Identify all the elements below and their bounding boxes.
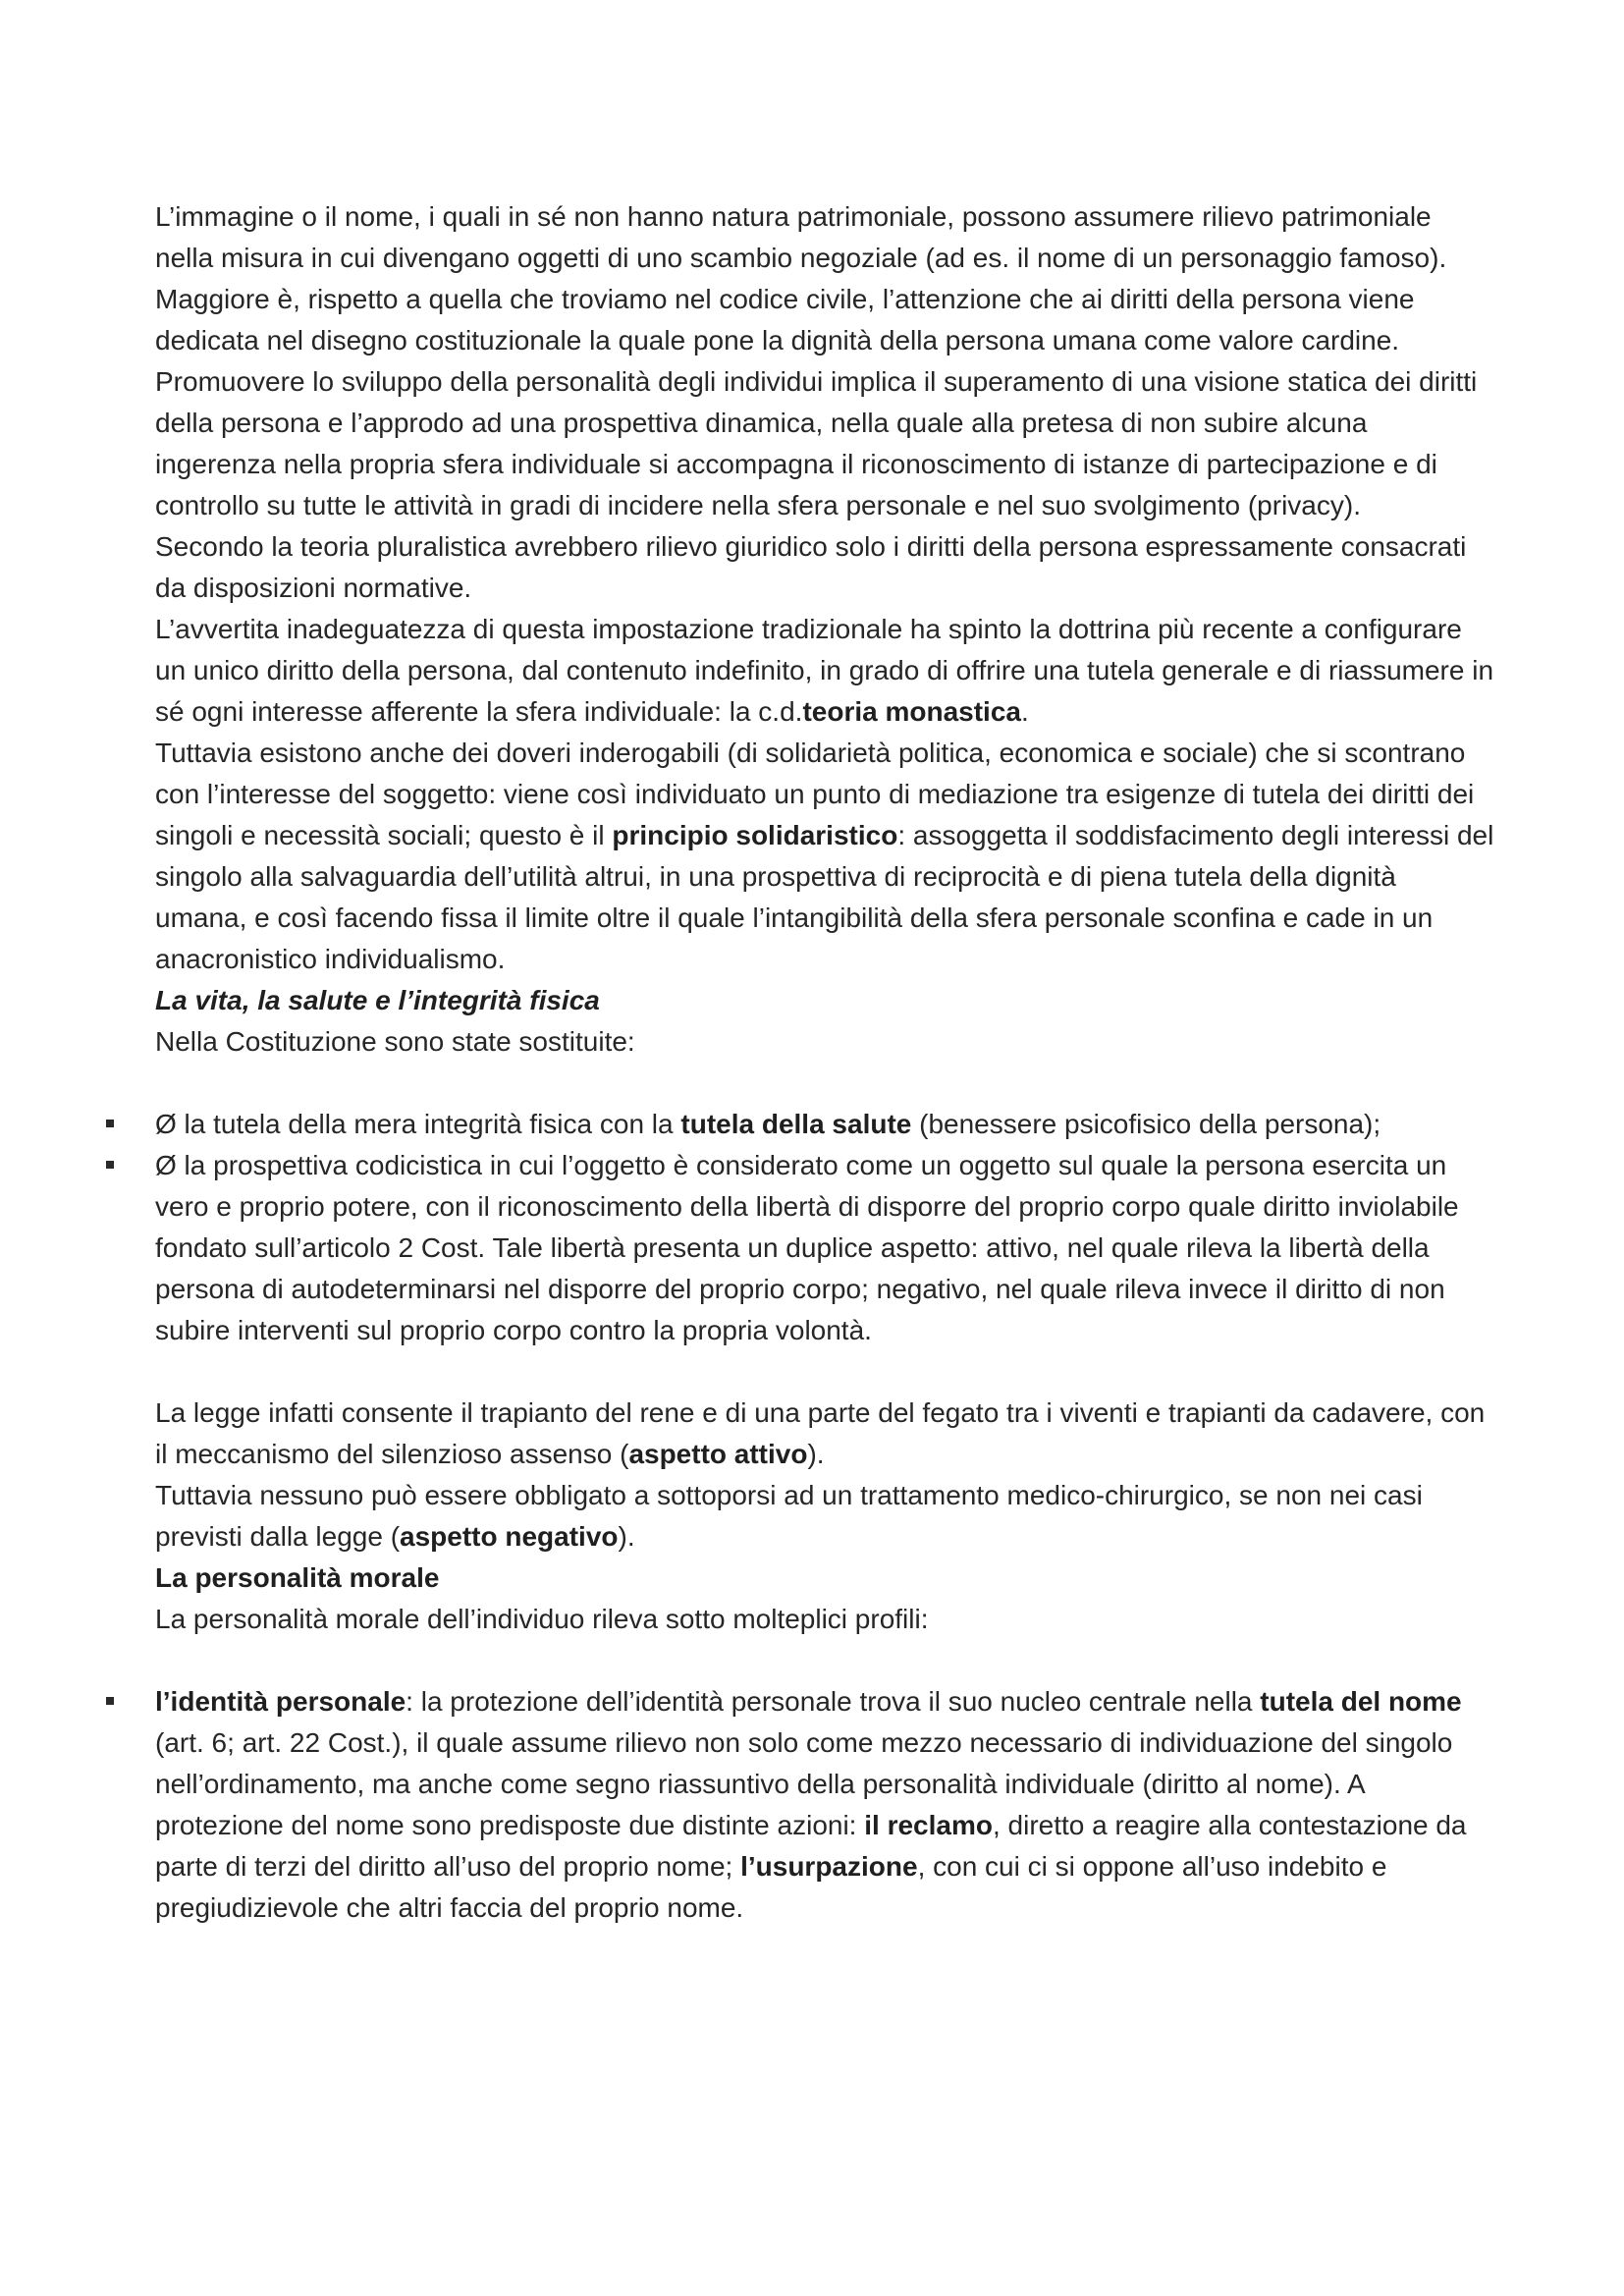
paragraph-moral-profiles: [155, 1599, 1495, 1640]
list-item-text: (art. 6; art. 22 Cost.), il quale assume rilievo non solo come mezzo necessario di individuazione del singolo nell’ordinamento, ma anche come segno riassuntivo della personalità individuale (diritto al nome). A protezione del nome sono predisposte due distinte azioni:: [155, 1727, 1453, 1840]
paragraph-monastic-theory: [155, 609, 1495, 733]
bold-term: aspetto negativo: [400, 1521, 619, 1552]
paragraph-text: ).: [618, 1521, 635, 1552]
list-item-text: Ø la prospettiva codicistica in cui l’oggetto è considerato come un oggetto sul quale la persona esercita un vero e proprio potere, con il riconoscimento della libertà di disporre del proprio corpo quale diritto inviolabile fondato sull’articolo 2 Cost. Tale libertà presenta un duplice aspetto: attivo, nel quale rileva la libertà della persona di autodeterminarsi nel disporre del proprio corpo; negativo, nel quale rileva invece il diritto di non subire interventi sul proprio corpo contro la propria volontà.: [155, 1150, 1459, 1345]
paragraph-personality-development: [155, 361, 1495, 526]
paragraph-transplant: [155, 1393, 1495, 1475]
paragraph-text: Secondo la teoria pluralistica avrebbero rilievo giuridico solo i diritti della persona espressamente consacrati da disposizioni normative.: [155, 531, 1467, 603]
paragraph-image-name: [155, 196, 1495, 279]
spacer: [155, 1351, 1495, 1393]
list-item-text: : la protezione dell’identità personale trova il suo nucleo centrale nella: [406, 1686, 1261, 1717]
bullet-list-replacements: [155, 1104, 1495, 1351]
heading-moral-personality: La personalità morale: [155, 1562, 440, 1593]
list-item-text: (benessere psicofisico della persona);: [911, 1109, 1381, 1139]
bold-term: tutela del nome: [1260, 1686, 1462, 1717]
paragraph-text: La legge infatti consente il trapianto del rene e di una parte del fegato tra i viventi e trapianti da cadavere, con il meccanismo del silenzioso assenso (: [155, 1397, 1486, 1469]
list-item: [155, 1104, 1495, 1145]
list-item: [155, 1145, 1495, 1351]
paragraph-medical-treatment: [155, 1475, 1495, 1558]
paragraph-text: Maggiore è, rispetto a quella che troviamo nel codice civile, l’attenzione che ai diritti della persona viene dedicata nel disegno costituzionale la quale pone la dignità della persona umana come valore cardine.: [155, 284, 1415, 355]
spacer: [155, 1063, 1495, 1104]
paragraph-text: L’immagine o il nome, i quali in sé non hanno natura patrimoniale, possono assumere rilievo patrimoniale nella misura in cui divengano oggetti di uno scambio negoziale (ad es. il nome di un personaggio famoso).: [155, 201, 1447, 273]
paragraph-text: Tuttavia nessuno può essere obbligato a sottoporsi ad un trattamento medico-chirurgico, se non nei casi previsti dalla legge (: [155, 1480, 1423, 1552]
bold-term: l’identità personale: [155, 1686, 406, 1717]
paragraph-text: La personalità morale dell’individuo rileva sotto molteplici profili:: [155, 1604, 929, 1634]
paragraph-text: Promuovere lo sviluppo della personalità degli individui implica il superamento di una visione statica dei diritti della persona e l’approdo ad una prospettiva dinamica, nella quale alla pretesa di non subire alcuna ingerenza nella propria sfera individuale si accompagna il riconoscimento di istanze di partecipazione e di controllo su tutte le attività in gradi di incidere nella sfera personale e nel suo svolgimento (privacy).: [155, 366, 1478, 520]
paragraph-text: .: [1020, 696, 1029, 727]
document-body: [155, 196, 1495, 1929]
paragraph-text: ).: [807, 1439, 825, 1469]
bold-term: principio solidaristico: [612, 820, 898, 850]
bold-term: aspetto attivo: [628, 1439, 808, 1469]
bold-term: tutela della salute: [680, 1109, 912, 1139]
paragraph-text: Nella Costituzione sono state sostituite:: [155, 1026, 635, 1057]
list-item-text: Ø la tutela della mera integrità fisica con la: [155, 1109, 681, 1139]
square-bullet-icon: [106, 1161, 114, 1169]
paragraph-text: L’avvertita inadeguatezza di questa impostazione tradizionale ha spinto la dottrina più recente a configurare un unico diritto della persona, dal contenuto indefinito, in grado di offrire una tutela generale e di riassumere in sé ogni interesse afferente la sfera individuale: la c.d.: [155, 614, 1494, 727]
paragraph-text: : assoggetta il soddisfacimento degli interessi del singolo alla salvaguardia dell’utilità altrui, in una prospettiva di reciprocità e di piena tutela della dignità umana, e così facendo fissa il limite oltre il quale l’intangibilità della sfera personale sconfina e cade in un anacronistico individualismo.: [155, 820, 1494, 974]
paragraph-constitution-attention: [155, 279, 1495, 361]
paragraph-text: Tuttavia esistono anche dei doveri inderogabili (di solidarietà politica, economica e sociale) che si scontrano con l’interesse del soggetto: viene così individuato un punto di mediazione tra esigenze di tutela dei diritti dei singoli e necessità sociali; questo è il: [155, 738, 1475, 850]
paragraph-constitution-replaced: [155, 1021, 1495, 1063]
square-bullet-icon: [106, 1120, 114, 1127]
list-item: [155, 1681, 1495, 1929]
bullet-list-identity: [155, 1681, 1495, 1929]
heading-life-health: La vita, la salute e l’integrità fisica: [155, 985, 600, 1015]
bold-term: il reclamo: [864, 1810, 993, 1840]
list-item-text: , diretto a reagire alla contestazione da parte di terzi del diritto all’uso del proprio nome;: [155, 1810, 1467, 1882]
spacer: [155, 1640, 1495, 1681]
paragraph-solidarity-principle: [155, 733, 1495, 980]
paragraph-pluralistic-theory: [155, 526, 1495, 609]
bold-term: teoria monastica: [802, 696, 1021, 727]
square-bullet-icon: [106, 1697, 114, 1705]
bold-term: l’usurpazione: [740, 1851, 918, 1882]
list-item-text: , con cui ci si oppone all’uso indebito e pregiudizievole che altri faccia del proprio nome.: [155, 1851, 1387, 1923]
